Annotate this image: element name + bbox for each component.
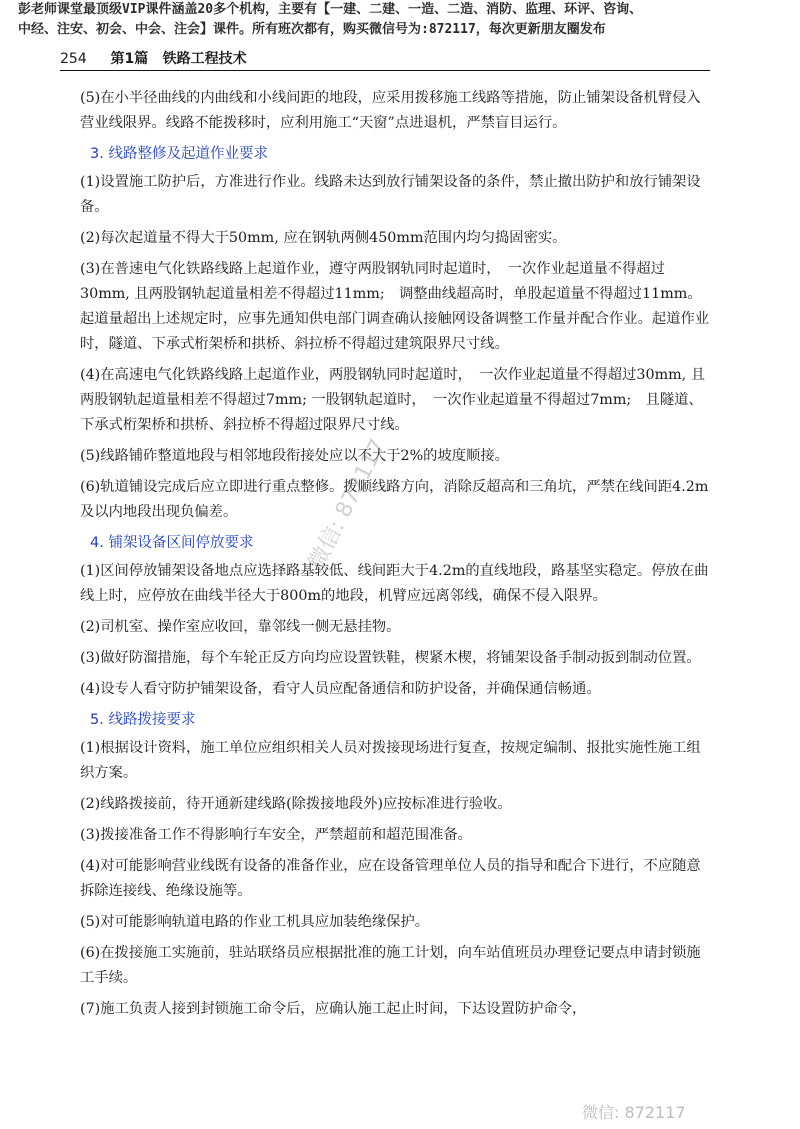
page-number: 254 [60, 51, 87, 67]
part-label: 第1篇 [110, 51, 149, 67]
paragraph: (5)在小半径曲线的内曲线和小线间距的地段，应采用拨移施工线路等措施，防止铺架设备机臂侵入营业线限界。线路不能拨移时，应利用施工“天窗”点进退机，严禁盲目运行。 [80, 90, 701, 131]
page-body [80, 86, 710, 1028]
paragraph: (1)区间停放铺架设备地点应选择路基较低、线间距大于4.2m的直线地段，路基坚实稳定。停放在曲线上时，应停放在曲线半径大于800m的地段，机臂应远离邻线，确保不侵入限界。 [80, 563, 709, 604]
paragraph: (2)每次起道量不得大于50mm, 应在钢轨两侧450mm范围内均匀捣固密实。 [80, 230, 567, 246]
running-header [60, 50, 710, 71]
paragraph: (2)司机室、操作室应收回，靠邻线一侧无悬挂物。 [80, 619, 401, 635]
paragraph: (4)设专人看守防护铺架设备，看守人员应配备通信和防护设备，并确保通信畅通。 [80, 681, 601, 697]
paragraph: (7)施工负责人接到封锁施工命令后，应确认施工起止时间，下达设置防护命令， [80, 1001, 587, 1017]
paragraph: (6)在拨接施工实施前，驻站联络员应根据批准的施工计划，向车站值班员办理登记要点申请封锁施工手续。 [80, 945, 701, 986]
promo-banner [18, 0, 793, 40]
paragraph: (4)在高速电气化铁路线路上起道作业，两股钢轨同时起道时， 一次作业起道量不得超过30mm, 且两股钢轨起道量相差不得超过7mm; 一股钢轨起道时， 一次作业起道量不得超过7mm; 且隧道、下承式桁架桥和拱桥、斜拉桥不得超过限界尺寸线。 [80, 367, 706, 433]
section-heading: 3. 线路整修及起道作业要求 [90, 146, 268, 162]
paragraph: (3)拨接准备工作不得影响行车安全，严禁超前和超范围准备。 [80, 827, 472, 843]
paragraph: (1)根据设计资料，施工单位应组织相关人员对拨接现场进行复查，按规定编制、报批实施性施工组织方案。 [80, 740, 701, 781]
promo-banner-line-2: 中经、注安、初会、中会、注会】课件。所有班次都有，购买微信号为:872117，每次更新朋友圈发布 [18, 22, 606, 37]
paragraph: (4)对可能影响营业线既有设备的准备作业，应在设备管理单位人员的指导和配合下进行，不应随意拆除连接线、绝缘设施等。 [80, 858, 701, 899]
paragraph: (1)设置施工防护后，方准进行作业。线路未达到放行铺架设备的条件，禁止撤出防护和放行铺架设备。 [80, 174, 701, 215]
paragraph: (2)线路拨接前，待开通新建线路(除拨接地段外)应按标准进行验收。 [80, 796, 512, 812]
section-heading: 5. 线路拨接要求 [90, 712, 196, 728]
section-heading: 4. 铺架设备区间停放要求 [90, 535, 254, 551]
section-title: 铁路工程技术 [162, 51, 247, 67]
diagonal-watermark: 微信: 872117 [304, 435, 392, 574]
paragraph: (3)做好防溜措施，每个车轮正反方向均应设置铁鞋，楔紧木楔，将铺架设备手制动扳到制动位置。 [80, 650, 701, 666]
paragraph: (6)轨道铺设完成后应立即进行重点整修。拨顺线路方向，消除反超高和三角坑，严禁在线间距4.2m及以内地段出现负偏差。 [80, 479, 709, 520]
promo-banner-line-1: 彭老师课堂最顶级VIP课件涵盖20多个机构，主要有【一建、二建、一造、二造、消防、监理、环评、咨询、 [18, 2, 643, 17]
paragraph: (5)线路铺砟整道地段与相邻地段衔接处应以不大于2%的坡度顺接。 [80, 448, 509, 464]
paragraph: (5)对可能影响轨道电路的作业工机具应加装绝缘保护。 [80, 914, 430, 930]
paragraph: (3)在普速电气化铁路线路上起道作业，遵守两股钢轨同时起道时， 一次作业起道量不得超过30mm, 且两股钢轨起道量相差不得超过11mm; 调整曲线超高时，单股起道量不得超过11mm。起道量超出上述规定时，应事先通知供电部门调查确认接触网设备调整工作量并配合作业。起道作业时，隧道、下承式桁架桥和拱桥、斜拉桥不得超过建筑限界尺寸线。 [80, 261, 710, 352]
corner-watermark: 微信: 872117 [582, 1103, 686, 1122]
